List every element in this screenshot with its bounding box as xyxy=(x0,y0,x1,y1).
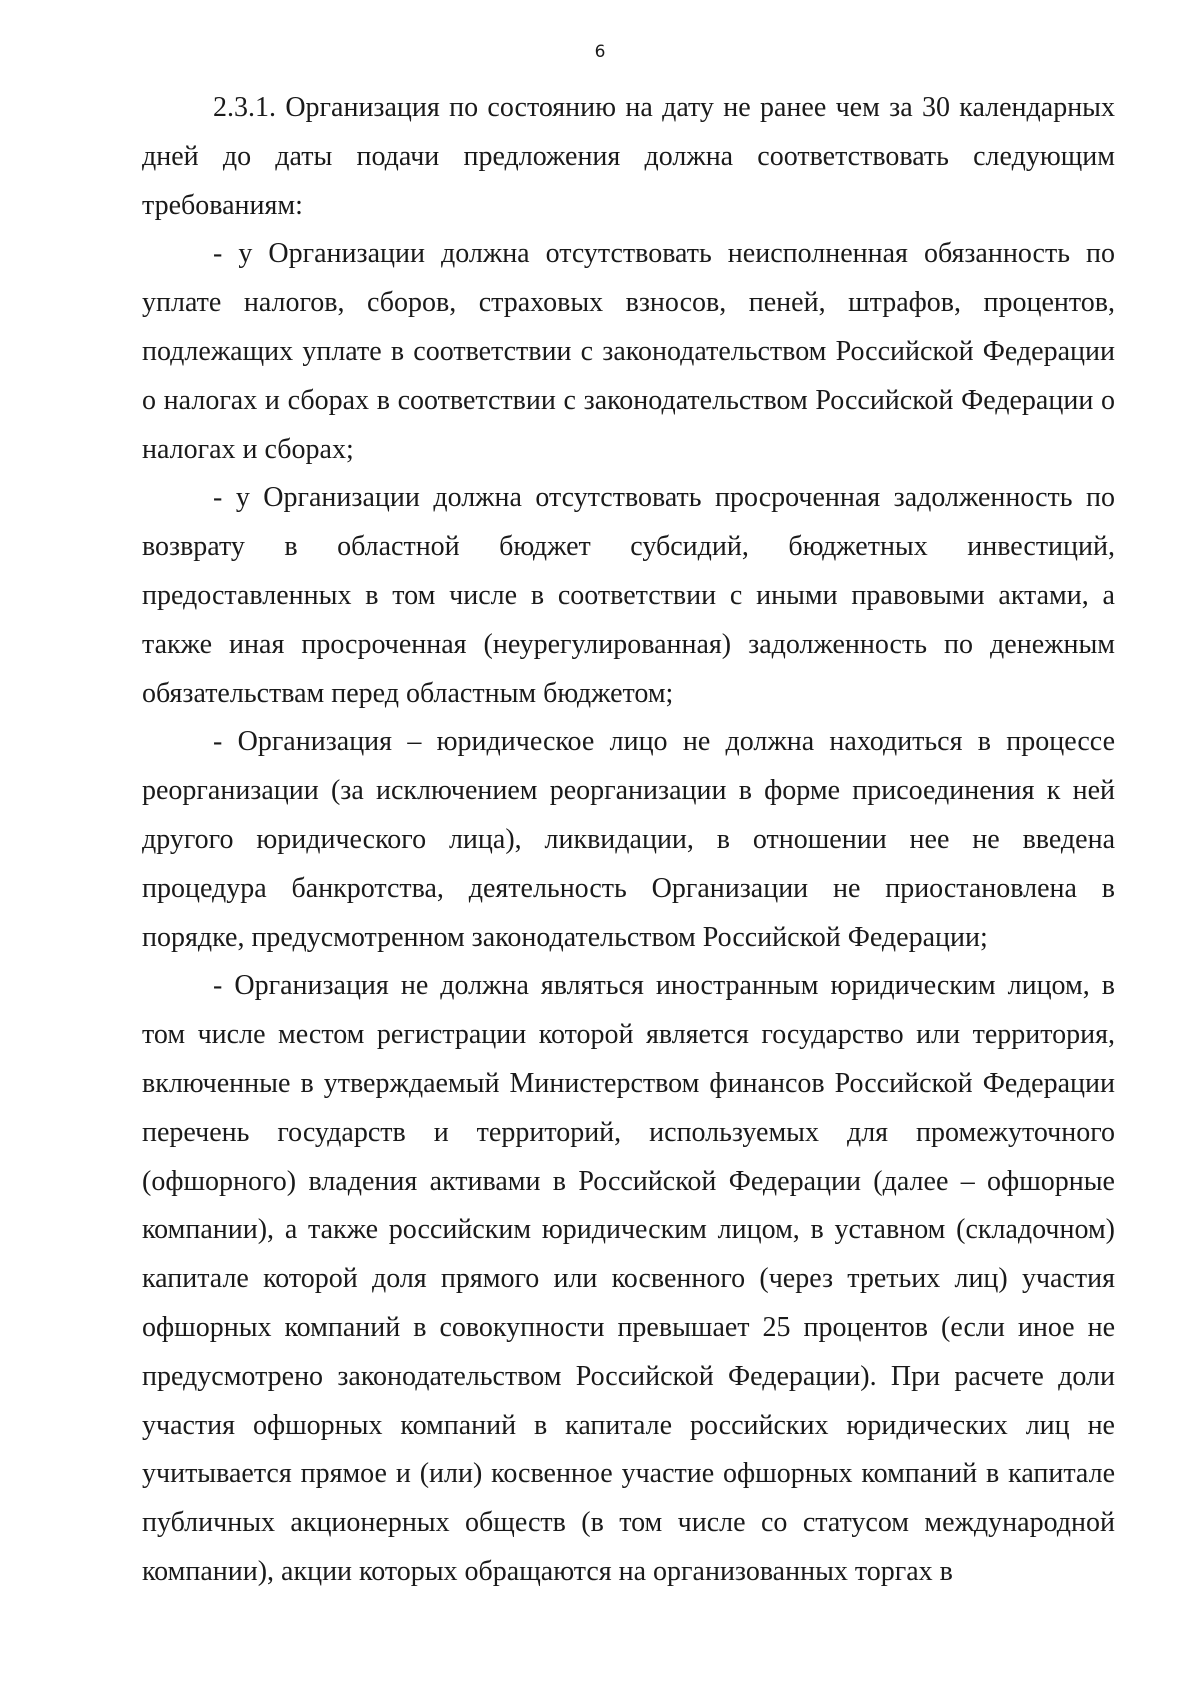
paragraph-no-tax-debt: - у Организации должна отсутствовать неисполненная обязанность по уплате налогов, сборов, страховых взносов, пеней, штрафов, процентов, подлежащих уплате в соответствии с законодательством Российской Федерации о налогах и сборах в соответствии с законодательством Российской Федерации о налогах и сборах; xyxy=(142,238,1115,465)
paragraph-not-foreign-entity: - Организация не должна являться иностранным юридическим лицом, в том числе местом регистрации которой является государство или территория, включенные в утверждаемый Министерством финансов Российской Федерации перечень государств и территорий, используемых для промежуточного (офшорного) владения активами в Российской Федерации (далее – офшорные компании), а также российским юридическим лицом, в уставном (складочном) капитале которой доля прямого или косвенного (через третьих лиц) участия офшорных компаний в совокупности превышает 25 процентов (если иное не предусмотрено законодательством Российской Федерации). При расчете доли участия офшорных компаний в капитале российских юридических лиц не учитывается прямое и (или) косвенное участие офшорных компаний в капитале публичных акционерных обществ (в том числе со статусом международной компании), акции которых обращаются на организованных торгах в xyxy=(142,970,1115,1587)
page-number: 6 xyxy=(594,42,606,62)
paragraph-requirements-intro: 2.3.1. Организация по состоянию на дату не ранее чем за 30 календарных дней до даты подачи предложения должна соответствовать следующим требованиям: xyxy=(142,92,1115,221)
paragraph-no-budget-debt: - у Организации должна отсутствовать просроченная задолженность по возврату в областной бюджет субсидий, бюджетных инвестиций, предоставленных в том числе в соответствии с иными правовыми актами, а также иная просроченная (неурегулированная) задолженность по денежным обязательствам перед областным бюджетом; xyxy=(142,482,1115,709)
document-body xyxy=(142,84,1115,1597)
paragraph-no-reorganization: - Организация – юридическое лицо не должна находиться в процессе реорганизации (за исключением реорганизации в форме присоединения к ней другого юридического лица), ликвидации, в отношении нее не введена процедура банкротства, деятельность Организации не приостановлена в порядке, предусмотренном законодательством Российской Федерации; xyxy=(142,726,1115,953)
